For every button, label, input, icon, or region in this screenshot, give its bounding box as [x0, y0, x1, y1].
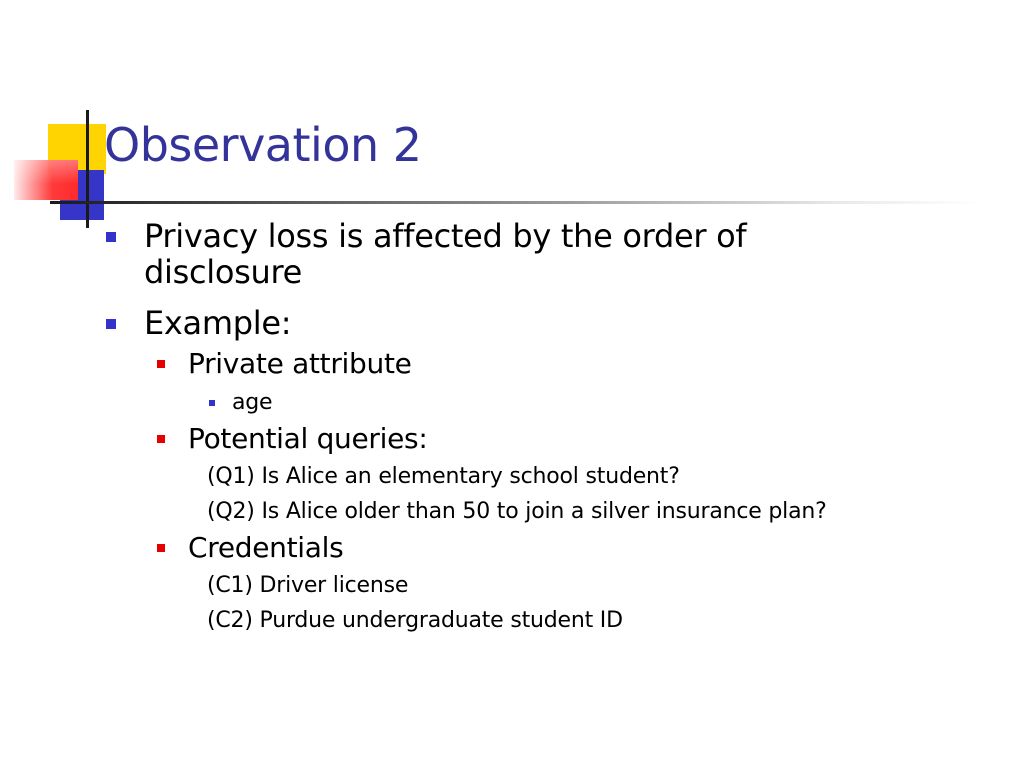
- square-bullet-icon: [106, 232, 116, 242]
- bullet-text: Private attribute: [188, 347, 412, 380]
- square-bullet-icon: [157, 360, 165, 368]
- query-q2: [207, 499, 827, 525]
- square-bullet-icon: [157, 435, 165, 443]
- square-bullet-icon: [106, 319, 116, 329]
- bullet-text: age: [232, 390, 273, 415]
- bullet-text: Example:: [144, 304, 292, 342]
- credential-c2: [207, 608, 623, 634]
- bullet-privacy-loss: [144, 218, 746, 290]
- query-text: (Q2) Is Alice older than 50 to join a silver insurance plan?: [207, 499, 827, 524]
- bullet-example: [144, 305, 291, 341]
- bullet-potential-queries: [188, 423, 427, 455]
- bullet-text: Potential queries:: [188, 422, 428, 455]
- credential-text: (C2) Purdue undergraduate student ID: [207, 608, 623, 633]
- bullet-text-line2: disclosure: [144, 253, 303, 291]
- slide-title: Observation 2: [104, 118, 422, 172]
- query-q1: [207, 464, 680, 490]
- square-bullet-icon: [209, 400, 215, 406]
- bullet-age: [232, 390, 272, 416]
- query-text: (Q1) Is Alice an elementary school student?: [207, 464, 680, 489]
- credential-c1: [207, 573, 408, 599]
- credential-text: (C1) Driver license: [207, 573, 409, 598]
- square-bullet-icon: [157, 544, 165, 552]
- bullet-credentials: [188, 532, 343, 564]
- bullet-text: Credentials: [188, 531, 344, 564]
- bullet-private-attribute: [188, 348, 412, 380]
- bullet-text-line1: Privacy loss is affected by the order of: [144, 217, 747, 255]
